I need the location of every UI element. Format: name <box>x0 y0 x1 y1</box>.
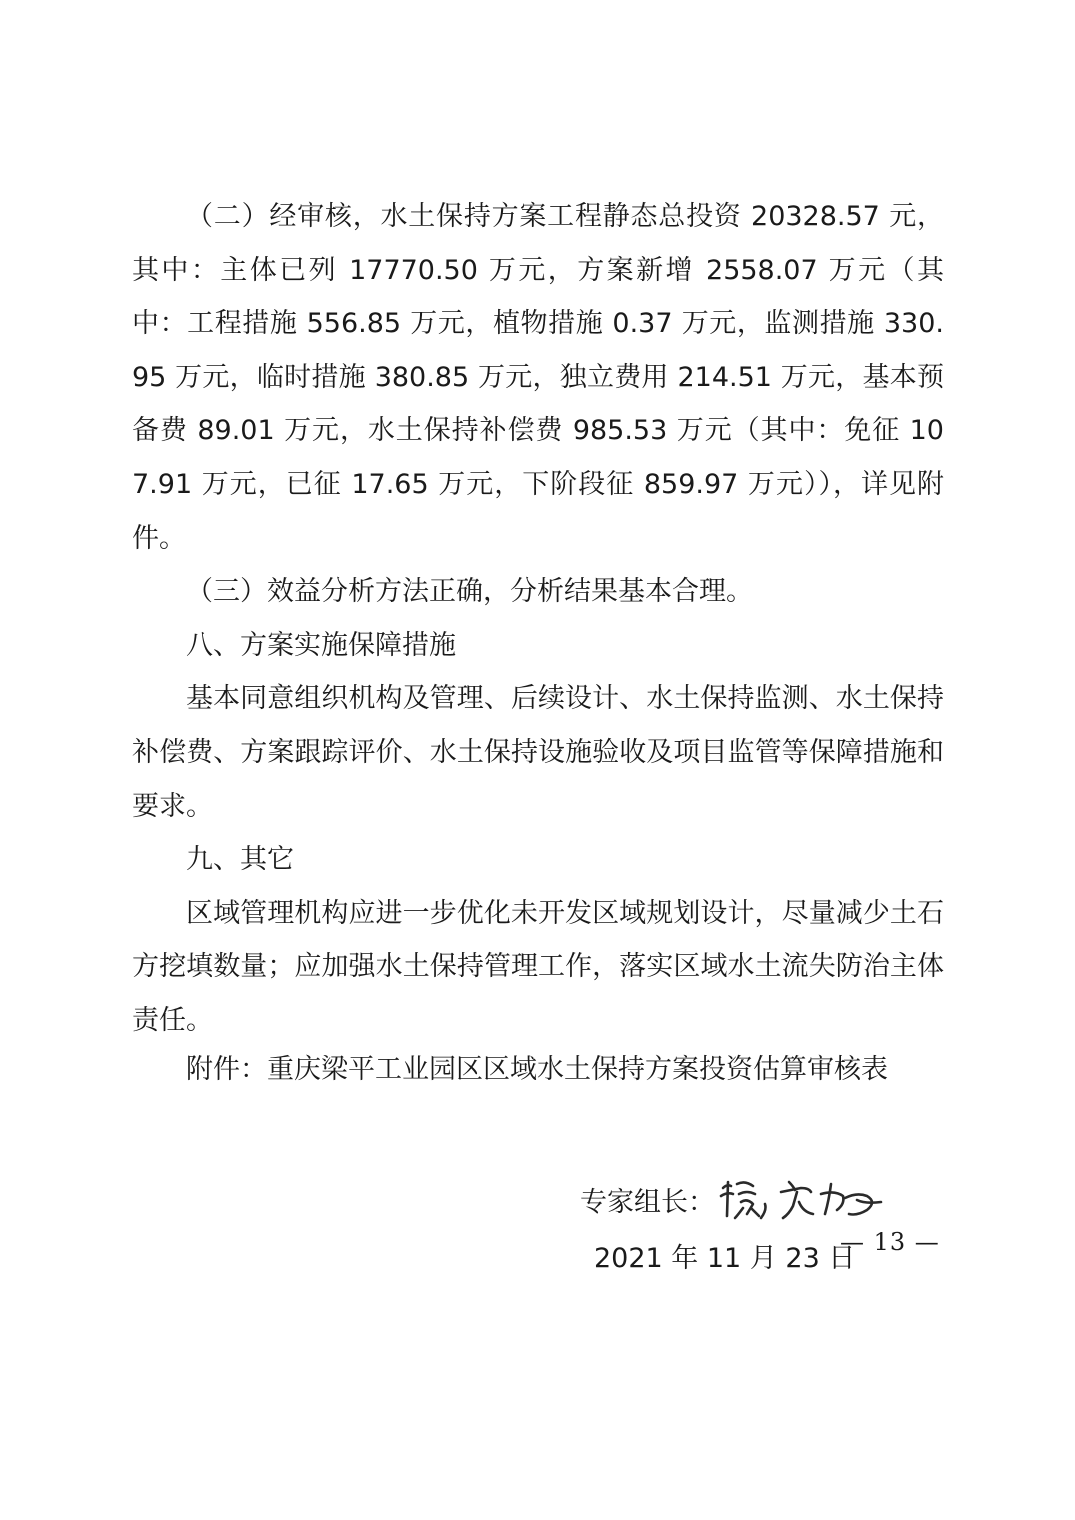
signature-block <box>580 1172 940 1275</box>
heading-section-eight: 八、方案实施保障措施 <box>186 629 456 661</box>
paragraph-investment: （二）经审核，水土保持方案工程静态总投资 20328.57 元，其中：主体已列 17770.50 万元，方案新增 2558.07 万元（其中：工程措施 556.85 万元，植物措施 0.37 万元，监测措施 330.95 万元，临时措施 380.85 万元，独立费用 214.51 万元，基本预备费 89.01 万元，水土保持补偿费 985.53 万元（其中：免征 107.91 万元，已征 17.65 万元，下阶段征 859.97 万元）），详见附件。 <box>132 201 944 554</box>
attachment-line: 附件：重庆梁平工业园区区域水土保持方案投资估算审核表 <box>186 1054 888 1085</box>
signature-date: 2021 年 11 月 23 日 <box>594 1243 856 1274</box>
heading-section-nine: 九、其它 <box>186 844 294 876</box>
page-number: — 13 — <box>840 1228 940 1256</box>
paragraph-other: 区域管理机构应进一步优化未开发区域规划设计，尽量减少土石方挖填数量；应加强水土保持管理工作，落实区域水土流失防治主体责任。 <box>132 897 944 1036</box>
expert-leader-label: 专家组长： <box>580 1186 715 1218</box>
paragraph-benefit-analysis: （三）效益分析方法正确，分析结果基本合理。 <box>186 576 753 608</box>
handwritten-signature <box>717 1174 887 1224</box>
body-text <box>132 190 944 1048</box>
paragraph-safeguards: 基本同意组织机构及管理、后续设计、水土保持监测、水土保持补偿费、方案跟踪评价、水土保持设施验收及项目监管等保障措施和要求。 <box>132 683 944 822</box>
